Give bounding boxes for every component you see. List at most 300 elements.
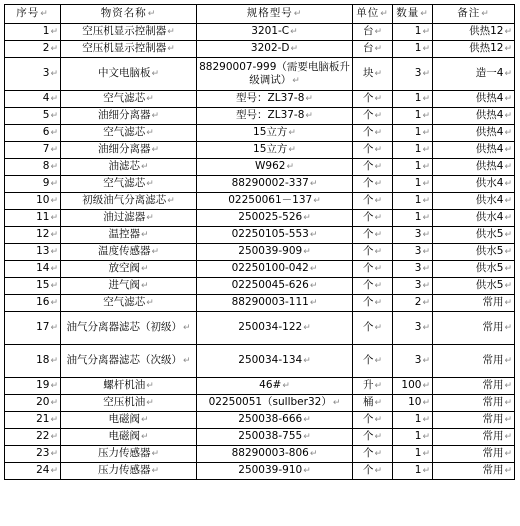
paragraph-mark-icon: ↵ xyxy=(504,247,512,257)
table-row xyxy=(5,345,515,378)
table-row xyxy=(5,41,515,58)
cell-name-text: 中文电脑板 xyxy=(97,67,151,79)
cell-spec-text: 88290003-111 xyxy=(231,296,309,308)
cell-spec-text: 15立方 xyxy=(253,126,288,138)
cell-no-text: 7 xyxy=(42,143,50,155)
cell-note xyxy=(433,261,515,278)
cell-note xyxy=(433,193,515,210)
paragraph-mark-icon: ↵ xyxy=(422,44,430,54)
paragraph-mark-icon: ↵ xyxy=(374,432,383,442)
cell-unit xyxy=(353,278,393,295)
paragraph-mark-icon: ↵ xyxy=(313,196,321,206)
table-row xyxy=(5,295,515,312)
table-row xyxy=(5,463,515,480)
paragraph-mark-icon: ↵ xyxy=(374,323,383,333)
cell-name-text: 油滤芯 xyxy=(108,160,140,172)
cell-no xyxy=(5,24,61,41)
cell-spec-text: 46# xyxy=(259,379,282,391)
cell-note xyxy=(433,58,515,91)
paragraph-mark-icon: ↵ xyxy=(504,128,512,138)
cell-unit xyxy=(353,210,393,227)
paragraph-mark-icon: ↵ xyxy=(504,230,512,240)
paragraph-mark-icon: ↵ xyxy=(286,162,294,172)
cell-qty xyxy=(393,176,433,193)
paragraph-mark-icon: ↵ xyxy=(504,381,512,391)
cell-no-text: 16 xyxy=(36,296,50,308)
cell-unit-text: 个 xyxy=(362,354,374,366)
paragraph-mark-icon: ↵ xyxy=(309,230,318,240)
paragraph-mark-icon: ↵ xyxy=(167,27,175,37)
table-row xyxy=(5,278,515,295)
paragraph-mark-icon: ↵ xyxy=(309,281,318,291)
cell-name-text: 油气分离器滤芯（初级） xyxy=(66,321,182,333)
paragraph-mark-icon: ↵ xyxy=(303,356,311,366)
cell-unit-text: 个 xyxy=(362,279,374,291)
cell-spec xyxy=(197,295,353,312)
cell-no xyxy=(5,261,61,278)
cell-no xyxy=(5,429,61,446)
cell-note xyxy=(433,159,515,176)
cell-unit-text: 个 xyxy=(362,109,374,121)
cell-note xyxy=(433,41,515,58)
materials-table xyxy=(4,4,515,480)
cell-unit-text: 台 xyxy=(362,42,374,54)
table-row xyxy=(5,378,515,395)
paragraph-mark-icon: ↵ xyxy=(504,145,512,155)
cell-no-text: 3 xyxy=(42,67,50,79)
cell-qty-text: 3 xyxy=(414,245,422,257)
cell-spec xyxy=(197,91,353,108)
cell-name-text: 空气滤芯 xyxy=(103,92,146,104)
cell-qty-text: 1 xyxy=(414,430,422,442)
cell-unit xyxy=(353,412,393,429)
cell-no-text: 2 xyxy=(42,42,50,54)
cell-qty-text: 1 xyxy=(414,143,422,155)
table-row xyxy=(5,261,515,278)
cell-no xyxy=(5,227,61,244)
cell-note-text: 供热12 xyxy=(469,25,504,37)
cell-qty-text: 3 xyxy=(414,321,422,333)
cell-no-text: 14 xyxy=(36,262,50,274)
paragraph-mark-icon: ↵ xyxy=(374,281,383,291)
paragraph-mark-icon: ↵ xyxy=(151,69,160,79)
cell-name-text: 放空阀 xyxy=(108,262,140,274)
paragraph-mark-icon: ↵ xyxy=(504,281,512,291)
cell-name xyxy=(61,24,197,41)
table-row xyxy=(5,91,515,108)
cell-no xyxy=(5,395,61,412)
cell-spec-text: 250025-526 xyxy=(238,211,303,223)
cell-name xyxy=(61,108,197,125)
paragraph-mark-icon: ↵ xyxy=(151,466,160,476)
table-row xyxy=(5,429,515,446)
cell-unit-text: 个 xyxy=(362,177,374,189)
cell-spec xyxy=(197,159,353,176)
cell-qty xyxy=(393,412,433,429)
header-cell-qty: 数量↵ xyxy=(393,5,433,24)
cell-no-text: 21 xyxy=(36,413,50,425)
cell-note-text: 常用 xyxy=(482,379,504,391)
paragraph-mark-icon: ↵ xyxy=(140,432,149,442)
cell-no-text: 6 xyxy=(42,126,50,138)
paragraph-mark-icon: ↵ xyxy=(504,432,512,442)
cell-no-text: 20 xyxy=(36,396,50,408)
paragraph-mark-icon: ↵ xyxy=(305,94,313,104)
paragraph-mark-icon: ↵ xyxy=(140,230,149,240)
paragraph-mark-icon: ↵ xyxy=(50,196,58,206)
cell-name xyxy=(61,463,197,480)
paragraph-mark-icon: ↵ xyxy=(50,128,58,138)
paragraph-mark-icon: ↵ xyxy=(146,381,154,391)
paragraph-mark-icon: ↵ xyxy=(374,449,383,459)
cell-name xyxy=(61,176,197,193)
cell-spec-text: 3201-C xyxy=(251,25,290,37)
cell-spec-text: 型号：ZL37-8 xyxy=(236,109,305,121)
cell-spec-text: 250039-910 xyxy=(238,464,303,476)
table-row xyxy=(5,58,515,91)
cell-no xyxy=(5,176,61,193)
cell-note-text: 供水5 xyxy=(475,228,504,240)
cell-unit-text: 个 xyxy=(362,126,374,138)
cell-qty xyxy=(393,91,433,108)
cell-note xyxy=(433,24,515,41)
paragraph-mark-icon: ↵ xyxy=(151,111,160,121)
cell-no xyxy=(5,108,61,125)
cell-qty xyxy=(393,278,433,295)
paragraph-mark-icon: ↵ xyxy=(50,213,58,223)
paragraph-mark-icon: ↵ xyxy=(292,75,300,86)
paragraph-mark-icon: ↵ xyxy=(290,44,299,54)
paragraph-mark-icon: ↵ xyxy=(504,69,512,79)
cell-note xyxy=(433,446,515,463)
cell-unit-text: 个 xyxy=(362,160,374,172)
paragraph-mark-icon: ↵ xyxy=(151,247,160,257)
paragraph-mark-icon: ↵ xyxy=(374,69,383,79)
paragraph-mark-icon: ↵ xyxy=(50,44,58,54)
cell-unit xyxy=(353,244,393,261)
cell-note xyxy=(433,278,515,295)
cell-name-text: 空气滤芯 xyxy=(103,296,146,308)
table-row xyxy=(5,159,515,176)
cell-unit xyxy=(353,295,393,312)
cell-no xyxy=(5,463,61,480)
paragraph-mark-icon: ↵ xyxy=(305,111,313,121)
paragraph-mark-icon: ↵ xyxy=(50,264,58,274)
cell-spec xyxy=(197,227,353,244)
cell-name-text: 初级油气分离滤芯 xyxy=(82,194,167,206)
paragraph-mark-icon: ↵ xyxy=(422,298,430,308)
paragraph-mark-icon: ↵ xyxy=(374,230,383,240)
paragraph-mark-icon: ↵ xyxy=(504,94,512,104)
paragraph-mark-icon: ↵ xyxy=(50,27,58,37)
cell-qty xyxy=(393,345,433,378)
paragraph-mark-icon: ↵ xyxy=(140,415,149,425)
paragraph-mark-icon: ↵ xyxy=(50,247,58,257)
paragraph-mark-icon: ↵ xyxy=(303,466,311,476)
paragraph-mark-icon: ↵ xyxy=(422,398,430,408)
cell-no-text: 9 xyxy=(42,177,50,189)
cell-note xyxy=(433,244,515,261)
cell-note xyxy=(433,108,515,125)
paragraph-mark-icon: ↵ xyxy=(50,230,58,240)
paragraph-mark-icon: ↵ xyxy=(50,398,58,408)
header-cell-spec: 规格型号↵ xyxy=(197,5,353,24)
cell-no xyxy=(5,159,61,176)
header-cell-name: 物资名称↵ xyxy=(61,5,197,24)
cell-unit xyxy=(353,463,393,480)
cell-note-text: 常用 xyxy=(482,447,504,459)
cell-unit-text: 个 xyxy=(362,143,374,155)
cell-spec-text: 88290002-337 xyxy=(231,177,309,189)
cell-unit-text: 个 xyxy=(362,413,374,425)
cell-unit xyxy=(353,108,393,125)
paragraph-mark-icon: ↵ xyxy=(50,145,58,155)
paragraph-mark-icon: ↵ xyxy=(422,247,430,257)
cell-spec-text: 250039-909 xyxy=(238,245,303,257)
cell-unit-text: 个 xyxy=(362,194,374,206)
cell-qty-text: 1 xyxy=(414,447,422,459)
cell-spec xyxy=(197,58,353,91)
cell-no xyxy=(5,193,61,210)
cell-no xyxy=(5,412,61,429)
paragraph-mark-icon: ↵ xyxy=(504,449,512,459)
cell-unit-text: 个 xyxy=(362,464,374,476)
paragraph-mark-icon: ↵ xyxy=(374,94,383,104)
paragraph-mark-icon: ↵ xyxy=(146,398,154,408)
cell-no xyxy=(5,446,61,463)
cell-note xyxy=(433,463,515,480)
cell-spec xyxy=(197,193,353,210)
paragraph-mark-icon: ↵ xyxy=(504,213,512,223)
cell-name xyxy=(61,41,197,58)
cell-name-text: 油气分离器滤芯（次级） xyxy=(66,354,182,366)
cell-qty-text: 3 xyxy=(414,262,422,274)
paragraph-mark-icon: ↵ xyxy=(374,111,383,121)
paragraph-mark-icon: ↵ xyxy=(504,196,512,206)
paragraph-mark-icon: ↵ xyxy=(303,415,311,425)
cell-qty-text: 1 xyxy=(414,194,422,206)
cell-unit xyxy=(353,378,393,395)
cell-qty xyxy=(393,429,433,446)
cell-qty xyxy=(393,244,433,261)
paragraph-mark-icon: ↵ xyxy=(309,264,318,274)
cell-note xyxy=(433,429,515,446)
cell-qty xyxy=(393,142,433,159)
cell-qty xyxy=(393,58,433,91)
paragraph-mark-icon: ↵ xyxy=(146,94,154,104)
paragraph-mark-icon: ↵ xyxy=(50,415,58,425)
paragraph-mark-icon: ↵ xyxy=(146,298,154,308)
paragraph-mark-icon: ↵ xyxy=(303,323,311,333)
cell-note-text: 供水5 xyxy=(475,262,504,274)
cell-spec xyxy=(197,429,353,446)
cell-note-text: 供热4 xyxy=(475,160,504,172)
cell-no-text: 5 xyxy=(42,109,50,121)
paragraph-mark-icon: ↵ xyxy=(50,298,58,308)
cell-name-text: 空气滤芯 xyxy=(103,177,146,189)
cell-qty-text: 10 xyxy=(408,396,422,408)
cell-qty xyxy=(393,295,433,312)
cell-qty xyxy=(393,227,433,244)
paragraph-mark-icon: ↵ xyxy=(422,264,430,274)
cell-no-text: 17 xyxy=(36,321,50,333)
paragraph-mark-icon: ↵ xyxy=(332,398,341,408)
cell-unit-text: 个 xyxy=(362,430,374,442)
cell-unit-text: 个 xyxy=(362,245,374,257)
paragraph-mark-icon: ↵ xyxy=(140,281,149,291)
cell-spec xyxy=(197,41,353,58)
cell-note-text: 常用 xyxy=(482,464,504,476)
paragraph-mark-icon: ↵ xyxy=(282,381,290,391)
cell-name xyxy=(61,91,197,108)
cell-qty-text: 3 xyxy=(414,279,422,291)
cell-name xyxy=(61,125,197,142)
cell-unit-text: 个 xyxy=(362,262,374,274)
cell-spec xyxy=(197,278,353,295)
cell-note xyxy=(433,142,515,159)
paragraph-mark-icon: ↵ xyxy=(50,162,58,172)
cell-unit xyxy=(353,159,393,176)
paragraph-mark-icon: ↵ xyxy=(374,128,383,138)
cell-note xyxy=(433,378,515,395)
cell-qty xyxy=(393,41,433,58)
cell-qty xyxy=(393,312,433,345)
paragraph-mark-icon: ↵ xyxy=(374,398,383,408)
cell-unit xyxy=(353,345,393,378)
paragraph-mark-icon: ↵ xyxy=(422,213,430,223)
cell-name xyxy=(61,58,197,91)
paragraph-mark-icon: ↵ xyxy=(374,298,383,308)
paragraph-mark-icon: ↵ xyxy=(50,356,58,366)
paragraph-mark-icon: ↵ xyxy=(146,213,154,223)
paragraph-mark-icon: ↵ xyxy=(504,356,512,366)
cell-spec xyxy=(197,463,353,480)
table-row xyxy=(5,446,515,463)
cell-name xyxy=(61,412,197,429)
header-cell-no: 序号↵ xyxy=(5,5,61,24)
cell-unit xyxy=(353,429,393,446)
paragraph-mark-icon: ↵ xyxy=(504,27,512,37)
paragraph-mark-icon: ↵ xyxy=(422,94,430,104)
cell-name-text: 电磁阀 xyxy=(108,430,140,442)
cell-qty-text: 1 xyxy=(414,42,422,54)
cell-no xyxy=(5,125,61,142)
paragraph-mark-icon: ↵ xyxy=(50,323,58,333)
cell-note-text: 供热4 xyxy=(475,143,504,155)
cell-no-text: 13 xyxy=(36,245,50,257)
paragraph-mark-icon: ↵ xyxy=(374,213,383,223)
cell-name xyxy=(61,345,197,378)
cell-spec-text: 250038-666 xyxy=(238,413,303,425)
table-row xyxy=(5,125,515,142)
cell-no-text: 18 xyxy=(36,354,50,366)
cell-spec xyxy=(197,244,353,261)
cell-no xyxy=(5,91,61,108)
cell-note xyxy=(433,312,515,345)
cell-unit-text: 个 xyxy=(362,296,374,308)
cell-qty-text: 1 xyxy=(414,126,422,138)
cell-name xyxy=(61,312,197,345)
paragraph-mark-icon: ↵ xyxy=(422,356,430,366)
cell-name-text: 空压机油 xyxy=(103,396,146,408)
cell-qty xyxy=(393,193,433,210)
cell-spec xyxy=(197,176,353,193)
cell-unit xyxy=(353,193,393,210)
cell-unit xyxy=(353,24,393,41)
cell-spec-text: 15立方 xyxy=(253,143,288,155)
paragraph-mark-icon: ↵ xyxy=(504,323,512,333)
paragraph-mark-icon: ↵ xyxy=(50,381,58,391)
paragraph-mark-icon: ↵ xyxy=(140,162,149,172)
table-row xyxy=(5,108,515,125)
paragraph-mark-icon: ↵ xyxy=(303,432,311,442)
cell-spec xyxy=(197,345,353,378)
cell-name-text: 空压机显示控制器 xyxy=(82,42,167,54)
cell-spec xyxy=(197,108,353,125)
cell-note-text: 供水5 xyxy=(475,279,504,291)
paragraph-mark-icon: ↵ xyxy=(167,196,175,206)
cell-note-text: 常用 xyxy=(482,321,504,333)
paragraph-mark-icon: ↵ xyxy=(309,179,318,189)
cell-name-text: 电磁阀 xyxy=(108,413,140,425)
cell-unit xyxy=(353,41,393,58)
cell-spec xyxy=(197,312,353,345)
cell-name-text: 温控器 xyxy=(108,228,140,240)
cell-qty xyxy=(393,395,433,412)
paragraph-mark-icon: ↵ xyxy=(146,128,154,138)
cell-no-text: 4 xyxy=(42,92,50,104)
cell-spec-text: 3202-D xyxy=(250,42,290,54)
cell-name xyxy=(61,278,197,295)
cell-qty-text: 1 xyxy=(414,177,422,189)
cell-qty xyxy=(393,446,433,463)
paragraph-mark-icon: ↵ xyxy=(182,323,191,333)
cell-no-text: 1 xyxy=(42,25,50,37)
cell-unit xyxy=(353,125,393,142)
cell-unit-text: 台 xyxy=(362,25,374,37)
cell-no xyxy=(5,278,61,295)
cell-unit-text: 个 xyxy=(362,447,374,459)
cell-spec-text: 250034-134 xyxy=(238,354,303,366)
cell-no xyxy=(5,142,61,159)
cell-no xyxy=(5,41,61,58)
cell-note-text: 常用 xyxy=(482,413,504,425)
cell-no xyxy=(5,244,61,261)
paragraph-mark-icon: ↵ xyxy=(50,449,58,459)
paragraph-mark-icon: ↵ xyxy=(422,27,430,37)
paragraph-mark-icon: ↵ xyxy=(374,179,383,189)
cell-name xyxy=(61,193,197,210)
paragraph-mark-icon: ↵ xyxy=(50,111,58,121)
cell-name-text: 压力传感器 xyxy=(97,464,151,476)
cell-name-text: 油过滤器 xyxy=(103,211,146,223)
paragraph-mark-icon: ↵ xyxy=(422,449,430,459)
cell-qty-text: 1 xyxy=(414,25,422,37)
paragraph-mark-icon: ↵ xyxy=(422,281,430,291)
cell-spec xyxy=(197,446,353,463)
paragraph-mark-icon: ↵ xyxy=(309,298,318,308)
cell-note xyxy=(433,210,515,227)
paragraph-mark-icon: ↵ xyxy=(374,415,383,425)
cell-no xyxy=(5,345,61,378)
table-body xyxy=(5,24,515,480)
paragraph-mark-icon: ↵ xyxy=(504,398,512,408)
paragraph-mark-icon: ↵ xyxy=(167,44,175,54)
cell-unit xyxy=(353,176,393,193)
paragraph-mark-icon: ↵ xyxy=(422,381,430,391)
cell-unit-text: 个 xyxy=(362,92,374,104)
paragraph-mark-icon: ↵ xyxy=(303,213,311,223)
